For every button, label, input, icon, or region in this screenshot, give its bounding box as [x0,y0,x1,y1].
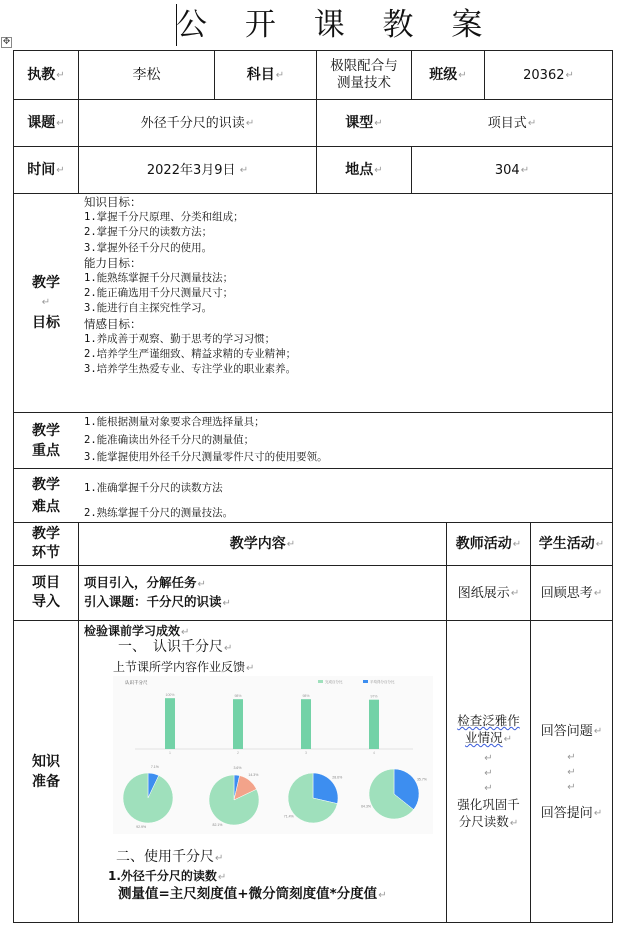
prep-teacher-activity-2: 强化巩固千 分尺读数↵ [457,797,520,829]
prep-stage: 知识 准备 [32,753,60,790]
difficulty-line: 1.准确掌握千分尺的读数方法 [84,482,223,494]
objective-line: 2.培养学生严谨细致、精益求精的专业精神； [84,348,297,361]
feedback-text: 上节课所学内容作业反馈↵ [113,660,255,674]
bar-2 [233,699,243,749]
prep-student-activity-2: 回答提问 ↵ [540,805,603,821]
objectives-label: 教学 ↵ 目标 [32,275,60,331]
prep-heading: 检验课前学习成效↵ [84,624,190,638]
type-value: 项目式 ↵ [487,115,537,131]
content-header: 教学内容 ↵ [229,535,296,552]
type-label: 课型 ↵ [345,114,383,131]
intro-stage: 项目 导入 [32,575,60,610]
class-label: 班级 ↵ [429,66,467,83]
place-value: 304 ↵ [494,162,530,178]
row-line [13,620,613,621]
x-tick-label: 1 [169,751,171,755]
bar-3 [301,699,311,749]
key-point-line: 1.能根据测量对象要求合理选择量具； [84,416,265,428]
blank-lines: ↵ ↵ ↵ [567,751,576,793]
objective-line: 3.能进行自主探究性学习。 [84,302,213,315]
intro-content: 项目引入，分解任务↵ 引入课题：千分尺的识读↵ [84,575,231,609]
statistics-svg [113,676,433,834]
student-activity-header: 学生活动 ↵ [538,535,605,552]
time-label: 时间 ↵ [27,161,65,178]
row-line [13,193,613,194]
bar-1 [165,698,175,749]
time-value: 2022年3月9日 ↵ [146,162,249,178]
topic-value: 外径千分尺的识读 ↵ [140,115,255,131]
pie-1-slice-2 [123,773,173,823]
page-title: 公 开 课 教 案 [176,7,497,43]
pie-slice-label: 7.1% [150,764,159,769]
reading-subtitle: 1.外径千分尺的读数↵ [108,869,227,883]
section-2-title: 二、使用千分尺↵ [116,849,224,865]
statistics-image [113,676,433,834]
legend-swatch-2 [363,680,368,683]
difficulty-line: 2.熟练掌握千分尺的测量技法。 [84,507,234,519]
bar-value-label: 98% [302,694,310,699]
row-line [13,412,613,413]
key-points-label: 教学 重点 [32,422,60,459]
objective-line: 2.掌握千分尺的读数方法； [84,226,213,239]
bar-4 [369,700,379,749]
topic-label: 课题 ↵ [27,114,65,131]
legend-label-2: 平均得分百分比 [370,680,395,684]
bar-chart-title: 认识千分尺 [125,680,148,685]
pie-slice-label: 82.1% [212,823,223,828]
pie-slice-label: 3.6% [233,766,242,771]
x-tick-label: 2 [237,751,239,755]
objective-line: 2.能正确选用千分尺测量尺寸； [84,287,234,300]
blank-lines: ↵ ↵ ↵ [484,752,493,794]
objective-line: 知识目标： [84,195,142,209]
teacher-label: 执教 ↵ [27,66,65,83]
key-point-line: 3.能掌握使用外径千分尺测量零件尺寸的使用要领。 [84,451,328,463]
bar-value-label: 98% [234,694,242,699]
x-tick-label: 4 [373,751,375,755]
objective-line: 1.养成善于观察、勤于思考的学习习惯； [84,332,276,345]
objective-line: 1.掌握千分尺原理、分类和组成； [84,211,244,224]
place-label: 地点 ↵ [345,161,383,178]
prep-student-activity-1: 回答问题 ↵ [540,723,603,739]
intro-teacher-activity: 图纸展示 ↵ [457,585,520,601]
formula-text: 测量值=主尺刻度值+微分筒刻度值*分度值↵ [118,886,387,902]
col-line [78,522,79,923]
objective-line: 3.培养学生热爱专业、专注学业的职业素养。 [84,363,297,376]
objectives-list [84,195,609,377]
bar-value-label: 97% [370,694,378,699]
prep-teacher-activity-1: 检查泛雅作 业情况↵ [457,713,520,745]
pie-slice-label: 35.7% [416,777,427,782]
difficulties-list [84,476,233,526]
stage-header: 教学 环节 [32,526,60,561]
objective-line: 1.能熟练掌握千分尺测量技法； [84,272,234,285]
teacher-activity-header: 教师活动 ↵ [455,535,522,552]
teacher-value: 李松 [132,66,161,83]
x-tick-label: 3 [305,751,307,755]
subject-value: 极限配合与 测量技术 [330,58,398,91]
bar-value-label: 100% [165,693,175,698]
difficulties-label: 教学 难点 [32,476,60,515]
legend-swatch-1 [318,680,323,683]
pie-slice-label: 14.3% [248,772,259,777]
subject-label: 科目 ↵ [246,66,285,83]
objective-line: 3.掌握外径千分尺的使用。 [84,241,213,254]
move-cross-icon[interactable]: ✥ [2,37,11,47]
objective-line: 情感目标： [84,316,142,331]
objective-line: 能力目标： [84,255,142,270]
class-value: 20362 ↵ [523,67,574,83]
row-line [13,468,613,469]
pie-slice-label: 28.6% [332,775,343,780]
intro-student-activity: 回顾思考 ↵ [540,585,603,601]
pie-slice-label: 64.3% [361,804,372,809]
pie-slice-label: 71.4% [283,814,294,819]
row-line [13,922,613,923]
key-points-list [84,414,328,467]
legend-label-1: 完成百分比 [325,680,343,684]
key-point-line: 2.能准确读出外径千分尺的测量值； [84,433,255,446]
section-1-title: 一、 认识千分尺↵ [118,639,233,655]
pie-slice-label: 92.9% [136,825,147,830]
col-line [612,50,613,923]
